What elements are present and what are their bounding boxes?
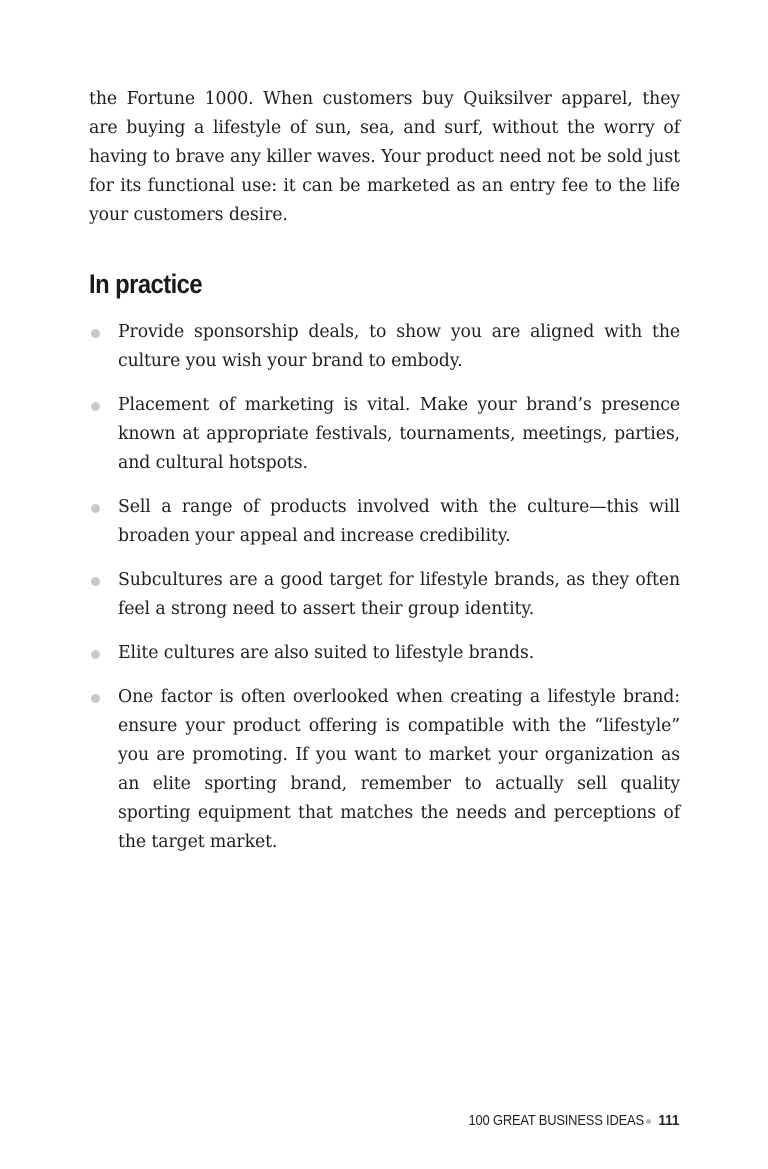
bullet-dot-icon (91, 694, 100, 703)
bullet-dot-icon (91, 329, 100, 338)
bullet-dot-icon (91, 402, 100, 411)
bullet-list (89, 318, 680, 857)
bullet-text: Placement of marketing is vital. Make your brand’s presence known at appropriate festivals, tournaments, meetings, parties, and cultural hotspots. (118, 395, 680, 473)
bullet-item (89, 683, 680, 857)
page-footer (440, 1111, 679, 1131)
footer-separator-dot-icon (646, 1119, 651, 1124)
section-heading: In practice (89, 269, 203, 299)
bullet-dot-icon (91, 577, 100, 586)
bullet-text: One factor is often overlooked when creating a lifestyle brand: ensure your product offering is compatible with the “lifestyle” you are promoting. If you want to market your organization as an elite sporting brand, remember to actually sell quality sporting equipment that matches the needs and perceptions of the target market. (118, 687, 680, 852)
bullet-text: Subcultures are a good target for lifestyle brands, as they often feel a strong need to assert their group identity. (118, 570, 680, 619)
bullet-item (89, 639, 680, 668)
bullet-dot-icon (91, 504, 100, 513)
bullet-text: Sell a range of products involved with the culture—this will broaden your appeal and increase credibility. (118, 497, 680, 546)
bullet-item (89, 318, 680, 376)
bullet-item (89, 391, 680, 478)
footer-book-title: 100 GREAT BUSINESS IDEAS (468, 1112, 644, 1129)
bullet-text: Provide sponsorship deals, to show you are aligned with the culture you wish your brand to embody. (118, 322, 680, 371)
bullet-dot-icon (91, 650, 100, 659)
bullet-item (89, 566, 680, 624)
bullet-item (89, 493, 680, 551)
footer-page-number: 111 (657, 1112, 679, 1129)
page-content (89, 85, 680, 872)
intro-paragraph: the Fortune 1000. When customers buy Quiksilver apparel, they are buying a lifestyle of sun, sea, and surf, without the worry of having to brave any killer waves. Your product need not be sold just for its functional use: it can be marketed as an entry fee to the life your customers desire. (89, 89, 680, 225)
bullet-text: Elite cultures are also suited to lifestyle brands. (118, 643, 535, 663)
